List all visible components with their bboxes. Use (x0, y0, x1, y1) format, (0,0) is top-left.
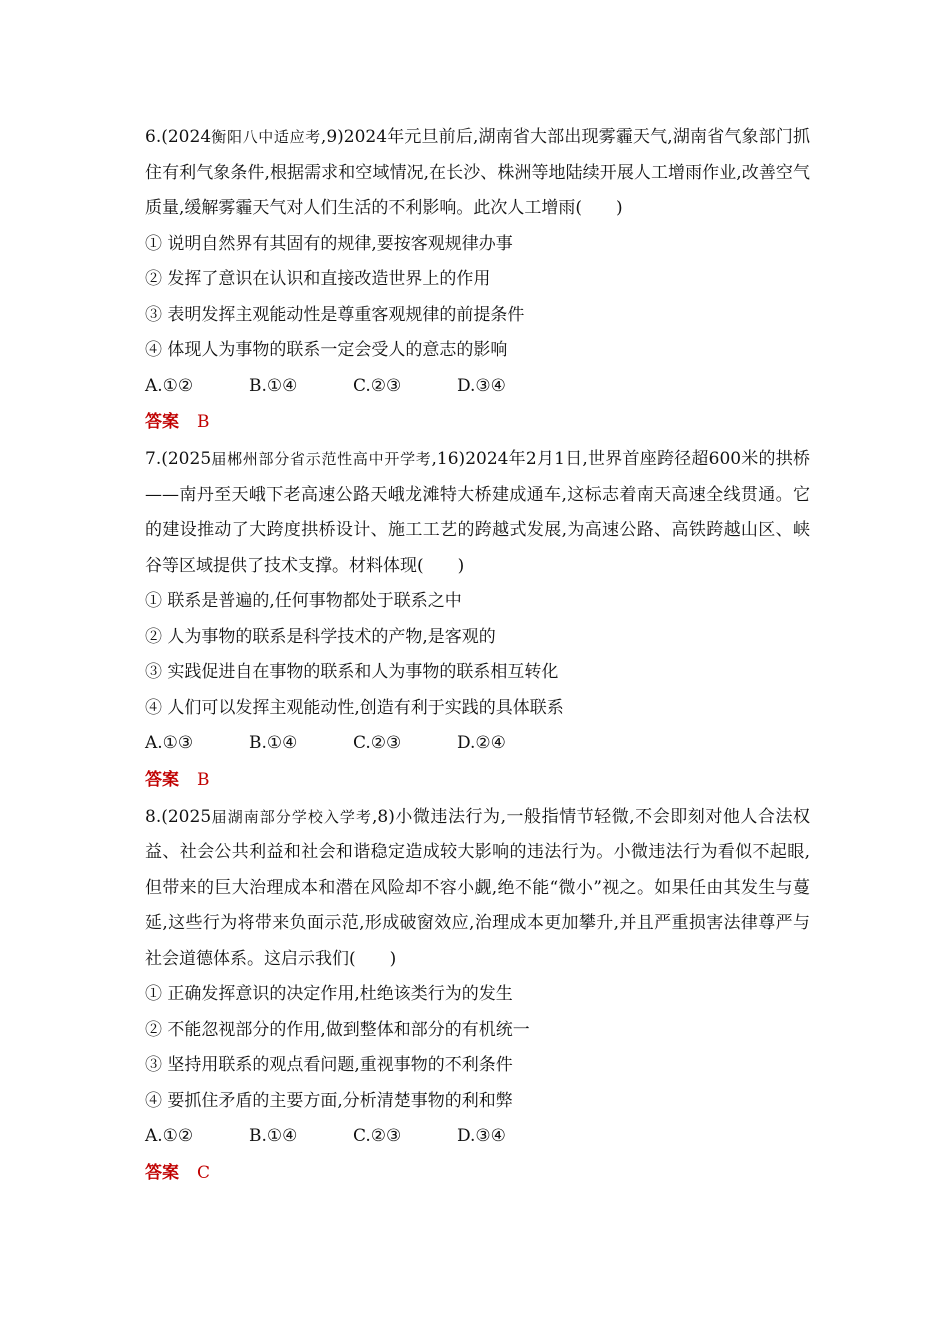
question-stem (145, 442, 810, 584)
choice-b: B.①④ (249, 733, 298, 753)
question-source-open: (2025 (161, 806, 212, 827)
option-statement: ② 发挥了意识在认识和直接改造世界上的作用 (145, 269, 491, 289)
question-stem (145, 120, 810, 227)
question-source-open: (2024 (161, 127, 212, 147)
document-page (145, 120, 810, 1193)
answer-choices (145, 369, 810, 405)
question-text: 2024年元旦前后,湖南省大部出现雾霾天气,湖南省气象部门抓住有利气象条件,根据需求和空域情况,在长沙、株洲等地陆续开展人工增雨作业,改善空气质量,缓解雾霾天气对人们生活的不利影响。此次人工增雨( ) (145, 127, 810, 218)
question-number: 7. (145, 449, 162, 469)
question-source: 衡阳八中适应考 (211, 128, 321, 146)
choice-c: C.②③ (353, 733, 402, 753)
question-source: 届湖南部分学校入学考 (211, 807, 372, 826)
option-statement: ④ 要抓住矛盾的主要方面,分析清楚事物的利和弊 (145, 1090, 513, 1111)
choice-d: D.②④ (457, 733, 506, 753)
choice-d: D.③④ (457, 1126, 506, 1146)
answer-label: 答案 (145, 412, 179, 432)
question-7 (145, 442, 810, 798)
answer-line (145, 404, 810, 440)
answer-value: C (197, 1162, 211, 1183)
answer-choices (145, 726, 810, 762)
answer-line (145, 762, 810, 798)
choice-b: B.①④ (249, 1126, 298, 1146)
choice-a: A.①② (145, 375, 194, 396)
answer-choices (145, 1119, 810, 1155)
option-statement: ① 说明自然界有其固有的规律,要按客观规律办事 (145, 233, 513, 254)
question-text: 2024年2月1日,世界首座跨径超600米的拱桥——南丹至天峨下老高速公路天峨龙滩特大桥建成通车,这标志着南天高速全线贯通。它的建设推动了大跨度拱桥设计、施工工艺的跨越式发展,为高速公路、高铁跨越山区、峡谷等区域提供了技术支撑。材料体现( ) (145, 449, 810, 576)
question-source-open: (2025 (161, 449, 212, 469)
choice-d: D.③④ (457, 375, 506, 396)
question-source-close: ,9) (320, 127, 344, 147)
answer-line (145, 1155, 810, 1191)
question-stem (145, 800, 810, 978)
question-source-close: ,16) (431, 449, 466, 469)
option-statement: ① 正确发挥意识的决定作用,杜绝该类行为的发生 (145, 984, 513, 1004)
question-number: 8. (145, 806, 162, 827)
choice-c: C.②③ (353, 375, 402, 396)
answer-value: B (197, 412, 210, 432)
answer-value: B (197, 769, 210, 790)
question-source: 届郴州部分省示范性高中开学考 (211, 450, 432, 468)
question-text: 小微违法行为,一般指情节轻微,不会即刻对他人合法权益、社会公共利益和社会和谐稳定造成较大影响的违法行为。小微违法行为看似不起眼,但带来的巨大治理成本和潜在风险却不容小觑,绝不能“微小”视之。如果任由其发生与蔓延,这些行为将带来负面示范,形成破窗效应,治理成本更加攀升,并且严重损害法律尊严与社会道德体系。这启示我们( ) (145, 806, 810, 969)
choice-a: A.①③ (145, 733, 194, 753)
option-statement: ② 不能忽视部分的作用,做到整体和部分的有机统一 (145, 1019, 530, 1040)
option-statement: ③ 表明发挥主观能动性是尊重客观规律的前提条件 (145, 304, 525, 325)
choice-b: B.①④ (249, 375, 298, 396)
question-number: 6. (145, 127, 162, 147)
answer-label: 答案 (145, 1162, 179, 1183)
question-8 (145, 800, 810, 1191)
option-statement: ④ 人们可以发挥主观能动性,创造有利于实践的具体联系 (145, 697, 564, 718)
question-source-close: ,8) (372, 806, 395, 827)
option-statement: ④ 体现人为事物的联系一定会受人的意志的影响 (145, 340, 508, 360)
question-6 (145, 120, 810, 440)
option-statement: ② 人为事物的联系是科学技术的产物,是客观的 (145, 626, 496, 647)
option-statement: ① 联系是普遍的,任何事物都处于联系之中 (145, 591, 462, 611)
choice-a: A.①② (145, 1126, 194, 1146)
choice-c: C.②③ (353, 1126, 402, 1146)
answer-label: 答案 (145, 769, 179, 790)
option-statement: ③ 实践促进自在事物的联系和人为事物的联系相互转化 (145, 662, 559, 682)
option-statement: ③ 坚持用联系的观点看问题,重视事物的不利条件 (145, 1055, 513, 1075)
